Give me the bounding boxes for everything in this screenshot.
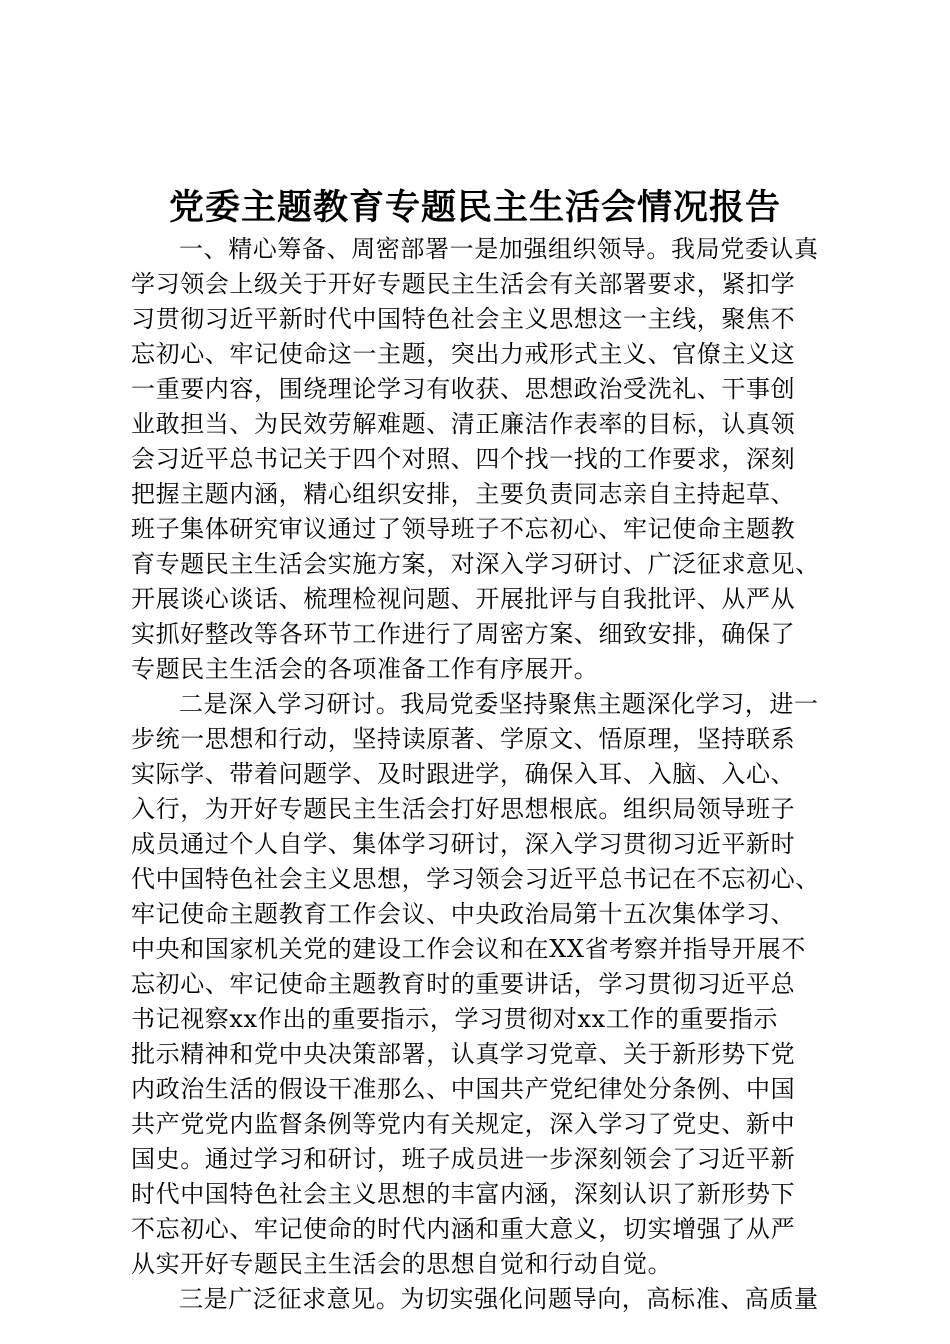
paragraph-line: 内政治生活的假设干准那么、中国共产党纪律处分条例、中国 [131, 1075, 796, 1103]
paragraph-line: 时代中国特色社会主义思想的丰富内涵，深刻认识了新形势下 [131, 1180, 796, 1208]
paragraph-line: 代中国特色社会主义思想，学习领会习近平总书记在不忘初心、 [131, 865, 820, 893]
paragraph-line: 把握主题内涵，精心组织安排，主要负责同志亲自主持起草、 [131, 480, 796, 508]
paragraph-line: 实际学、带着问题学、及时跟进学，确保入耳、入脑、入心、 [131, 760, 796, 788]
paragraph-line: 书记视察xx作出的重要指示，学习贯彻对xx工作的重要指示 [131, 1005, 778, 1033]
paragraph-line: 实抓好整改等各环节工作进行了周密方案、细致安排，确保了 [131, 620, 796, 648]
paragraph-line: 习贯彻习近平新时代中国特色社会主义思想这一主线，聚焦不 [131, 305, 796, 333]
paragraph-line: 育专题民主生活会实施方案，对深入学习研讨、广泛征求意见、 [131, 550, 820, 578]
document-body [131, 232, 851, 1317]
paragraph-2 [131, 687, 851, 1282]
paragraph-line: 步统一思想和行动，坚持读原著、学原文、悟原理，坚持联系 [131, 725, 796, 753]
paragraph-line: 从实开好专题民主生活会的思想自觉和行动自觉。 [131, 1250, 673, 1278]
paragraph-1 [131, 232, 851, 687]
paragraph-line: 牢记使命主题教育工作会议、中央政治局第十五次集体学习、 [131, 900, 796, 928]
paragraph-line: 开展谈心谈话、梳理检视问题、开展批评与自我批评、从严从 [131, 585, 796, 613]
paragraph-line: 专题民主生活会的各项准备工作有序展开。 [131, 655, 599, 683]
paragraph-line: 批示精神和党中央决策部署，认真学习党章、关于新形势下党 [131, 1040, 796, 1068]
paragraph-line: 一重要内容，围绕理论学习有收获、思想政治受洗礼、干事创 [131, 375, 796, 403]
paragraph-line: 成员通过个人自学、集体学习研讨，深入学习贯彻习近平新时 [131, 830, 796, 858]
paragraph-line: 三是广泛征求意见。为切实强化问题导向，高标准、高质量 [179, 1285, 819, 1313]
document-title: 党委主题教育专题民主生活会情况报告 [168, 187, 781, 228]
paragraph-line: 不忘初心、牢记使命的时代内涵和重大意义，切实增强了从严 [131, 1215, 796, 1243]
paragraph-line: 二是深入学习研讨。我局党委坚持聚焦主题深化学习，进一 [179, 690, 819, 718]
paragraph-line: 会习近平总书记关于四个对照、四个找一找的工作要求，深刻 [131, 445, 796, 473]
paragraph-line: 中央和国家机关党的建设工作会议和在XX省考察并指导开展不 [131, 935, 806, 963]
paragraph-line: 入行，为开好专题民主生活会打好思想根底。组织局领导班子 [131, 795, 796, 823]
paragraph-line: 一、精心筹备、周密部署一是加强组织领导。我局党委认真 [179, 235, 819, 263]
paragraph-line: 国史。通过学习和研讨，班子成员进一步深刻领会了习近平新 [131, 1145, 796, 1173]
paragraph-line: 忘初心、牢记使命主题教育时的重要讲话，学习贯彻习近平总 [131, 970, 796, 998]
paragraph-line: 共产党党内监督条例等党内有关规定，深入学习了党史、新中 [131, 1110, 796, 1138]
paragraph-line: 业敢担当、为民效劳解难题、清正廉洁作表率的目标，认真领 [131, 410, 796, 438]
paragraph-line: 学习领会上级关于开好专题民主生活会有关部署要求，紧扣学 [131, 270, 796, 298]
paragraph-line: 忘初心、牢记使命这一主题，突出力戒形式主义、官僚主义这 [131, 340, 796, 368]
paragraph-line: 班子集体研究审议通过了领导班子不忘初心、牢记使命主题教 [131, 515, 796, 543]
paragraph-3 [131, 1282, 851, 1317]
